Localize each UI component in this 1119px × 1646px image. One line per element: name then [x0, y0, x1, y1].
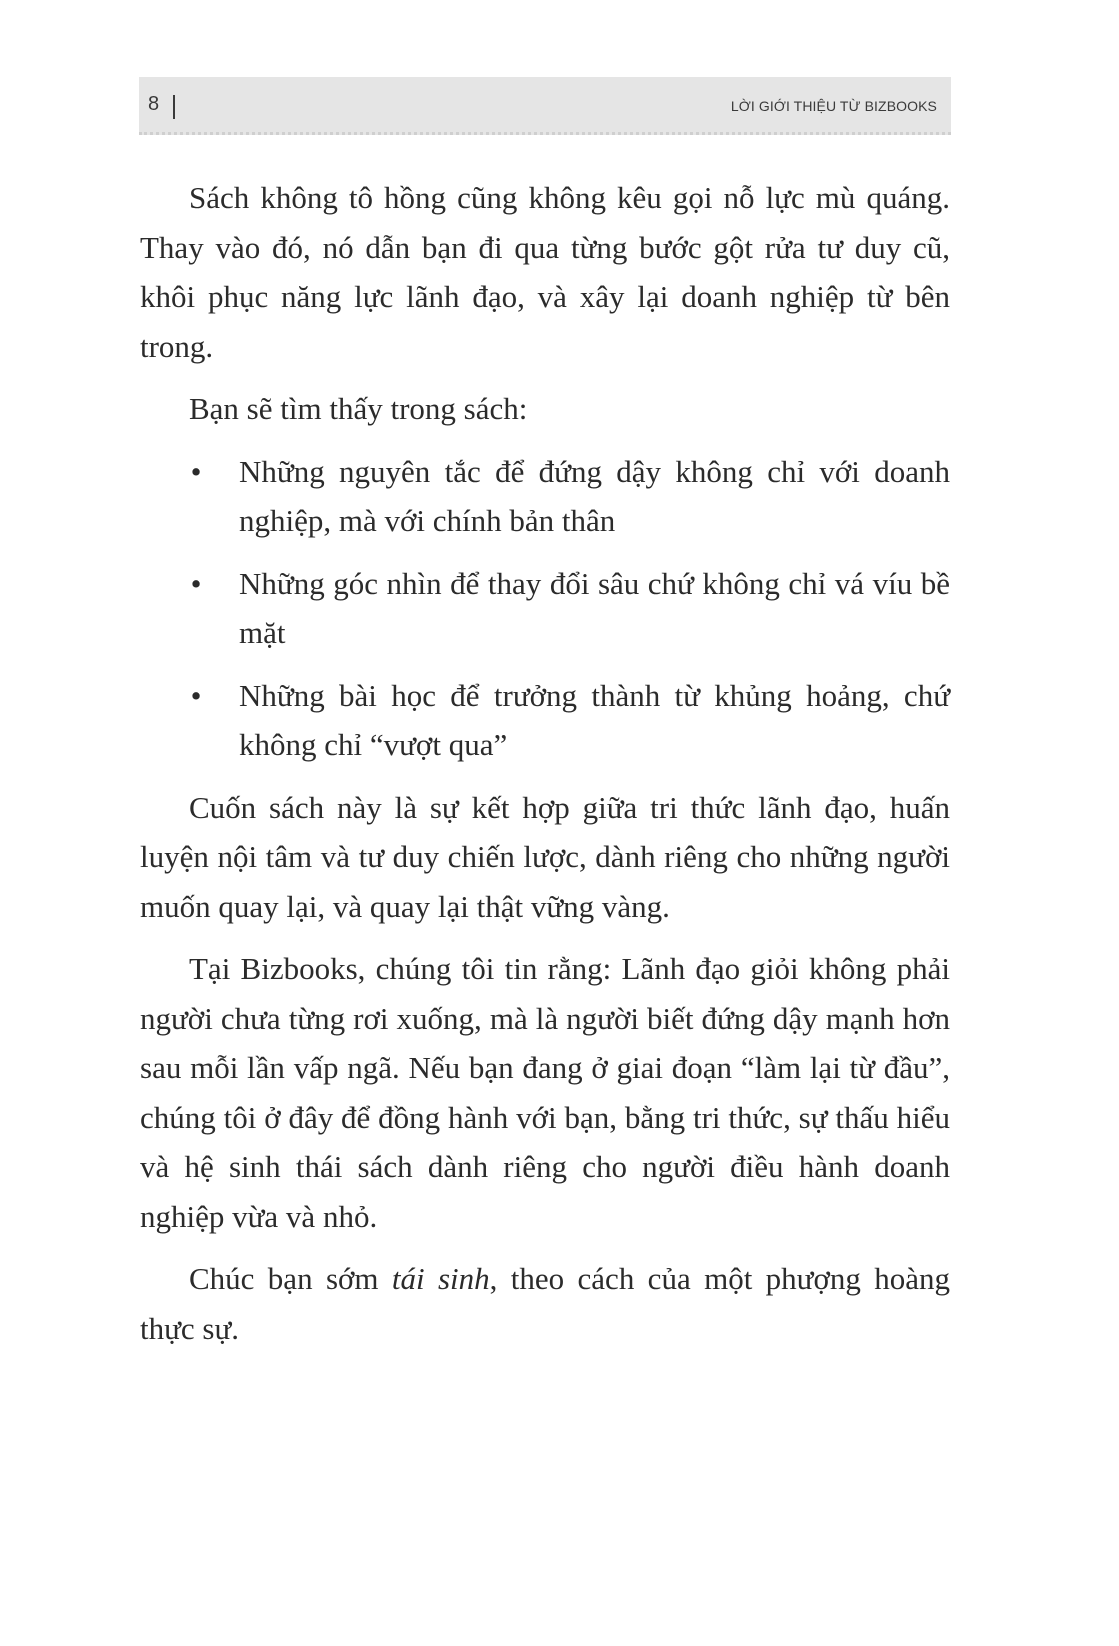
bullet-item: [140, 671, 950, 770]
bullet-text: Những bài học để trưởng thành từ khủng hoảng, chứ không chỉ “vượt qua”: [239, 677, 950, 762]
paragraph-5-italic: tái sinh: [391, 1261, 490, 1296]
paragraph-3: Cuốn sách này là sự kết hợp giữa tri thức lãnh đạo, huấn luyện nội tâm và tư duy chiến lược, dành riêng cho những người muốn quay lại, và quay lại thật vững vàng.: [140, 789, 950, 924]
running-header: [139, 77, 951, 135]
page-number: 8: [148, 93, 160, 115]
paragraph-5: [140, 1254, 950, 1353]
paragraph-4: Tại Bizbooks, chúng tôi tin rằng: Lãnh đạo giỏi không phải người chưa từng rơi xuống, mà là người biết đứng dậy mạnh hơn sau mỗi lần vấp ngã. Nếu bạn đang ở giai đoạn “làm lại từ đầu”, chúng tôi ở đây để đồng hành với bạn, bằng tri thức, sự thấu hiểu và hệ sinh thái sách dành riêng cho người điều hành doanh nghiệp vừa và nhỏ.: [140, 951, 950, 1234]
paragraph-5-start: Chúc bạn sớm: [189, 1261, 392, 1296]
paragraph-5-end: , theo cách của một phượng hoàng thực sự.: [140, 1261, 951, 1346]
bullet-text: Những góc nhìn để thay đổi sâu chứ không chỉ vá víu bề mặt: [239, 565, 950, 650]
bullet-text: Những nguyên tắc để đứng dậy không chỉ với doanh nghiệp, mà với chính bản thân: [239, 453, 950, 538]
bullet-icon: •: [190, 453, 202, 489]
page-body: [140, 173, 950, 1366]
bullet-icon: •: [190, 565, 202, 601]
paragraph-1: Sách không tô hồng cũng không kêu gọi nỗ lực mù quáng. Thay vào đó, nó dẫn bạn đi qua từng bước gột rửa tư duy cũ, khôi phục năng lực lãnh đạo, và xây lại doanh nghiệp từ bên trong.: [140, 180, 950, 364]
paragraph-2: Bạn sẽ tìm thấy trong sách:: [189, 391, 528, 426]
bullet-list: [140, 447, 950, 770]
bullet-icon: •: [190, 677, 202, 713]
header-divider: [173, 95, 175, 119]
bullet-item: [140, 447, 950, 546]
bullet-item: [140, 559, 950, 658]
running-head-title: LỜI GIỚI THIỆU TỪ BIZBOOKS: [730, 98, 937, 114]
